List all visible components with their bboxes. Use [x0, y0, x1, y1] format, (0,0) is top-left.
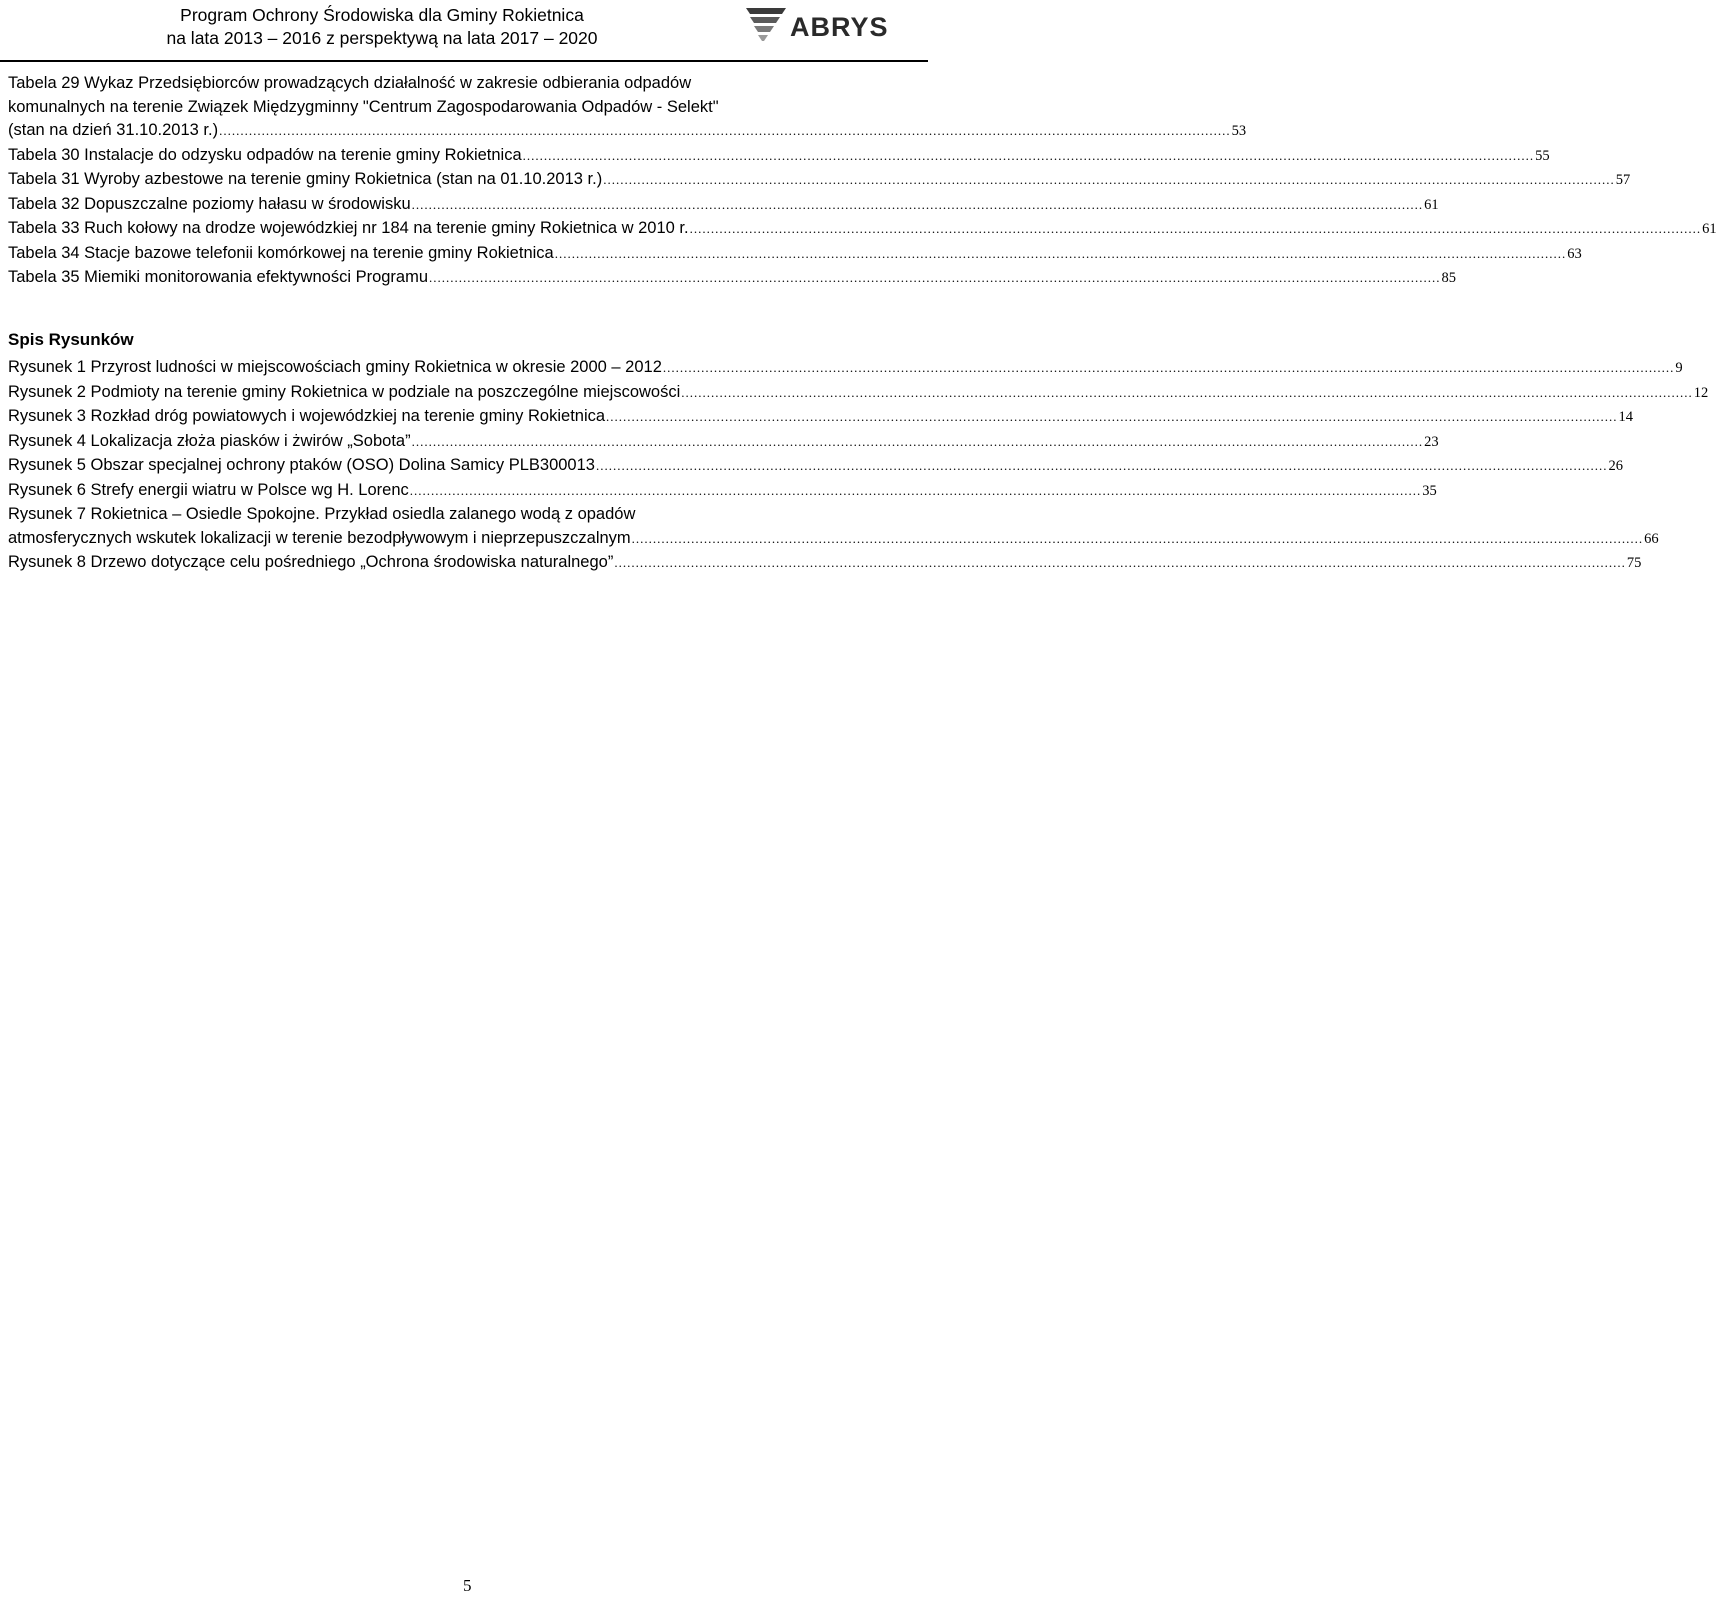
toc-page-number: 35 [1422, 482, 1437, 499]
toc-leader-dots: .............................................................................................................................................................................................................................................. [603, 172, 1615, 187]
toc-entry-label: Tabela 32 Dopuszczalne poziomy hałasu w środowisku [8, 194, 411, 213]
toc-entry-r7[interactable] [8, 527, 1659, 552]
toc-entry-label: Rysunek 3 Rozkład dróg powiatowych i wojewódzkiej na terenie gminy Rokietnica [8, 407, 606, 425]
header-title-line2: na lata 2013 – 2016 z perspektywą na lata 2017 – 2020 [166, 28, 598, 48]
toc-leader-dots: .............................................................................................................................................................................................................................................. [689, 221, 1702, 236]
abrys-logo-icon [742, 4, 790, 46]
toc-leader-dots: .............................................................................................................................................................................................................................................. [219, 123, 1231, 138]
toc-entry-label: Rysunek 4 Lokalizacja złoża piasków i żwirów „Sobota” [8, 431, 411, 450]
toc-leader-dots: .............................................................................................................................................................................................................................................. [662, 360, 1675, 375]
toc-leader-dots: .............................................................................................................................................................................................................................................. [554, 245, 1567, 261]
header-title [102, 4, 662, 50]
toc-entry-t31[interactable] [8, 168, 1631, 193]
toc-entry-t29-line1[interactable]: Tabela 29 Wykaz Przedsiębiorców prowadzących działalność w zakresie odbierania odpadów [8, 74, 692, 92]
toc-entry-r1[interactable] [8, 356, 1683, 381]
toc-page-number: 63 [1567, 245, 1582, 262]
toc-entry-label: Tabela 30 Instalacje do odzysku odpadów na terenie gminy Rokietnica [8, 145, 522, 164]
toc-entry-r4[interactable] [8, 430, 1439, 455]
toc-entry-t33[interactable] [8, 217, 1717, 242]
toc-entry-t32[interactable] [8, 193, 1439, 218]
toc-page-number: 61 [1702, 221, 1717, 237]
toc-entry-label: Tabela 34 Stacje bazowe telefonii komórkowej na terenie gminy Rokietnica [8, 243, 554, 262]
toc-entry-r7-line1[interactable]: Rysunek 7 Rokietnica – Osiedle Spokojne. Przykład osiedla zalanego wodą z opadów [8, 505, 636, 523]
toc-page-number: 55 [1535, 147, 1550, 164]
header-title-line1: Program Ochrony Środowiska dla Gminy Rokietnica [180, 5, 584, 25]
toc-leader-dots: .............................................................................................................................................................................................................................................. [614, 555, 1626, 570]
toc-page-number: 14 [1618, 409, 1634, 425]
toc-leader-dots: .............................................................................................................................................................................................................................................. [681, 384, 1693, 400]
toc-entry-r5[interactable] [8, 454, 1623, 479]
toc-entry-label: Tabela 31 Wyroby azbestowe na terenie gminy Rokietnica (stan na 01.10.2013 r.) [8, 170, 603, 188]
toc-page-number: 57 [1615, 172, 1631, 188]
toc-page-number: 61 [1424, 196, 1439, 213]
figures-list [8, 356, 1709, 576]
toc-page-number: 9 [1675, 360, 1683, 376]
tables-list [8, 72, 1717, 291]
toc-page-number: 53 [1231, 123, 1247, 139]
toc-page-number: 75 [1626, 555, 1642, 571]
toc-entry-label: Rysunek 2 Podmioty na terenie gminy Rokietnica w podziale na poszczególne miejscowości [8, 382, 681, 401]
toc-entry-r3[interactable] [8, 405, 1634, 430]
logo-text: ABRYS [790, 12, 889, 42]
toc-entry-r8[interactable] [8, 551, 1642, 576]
toc-page-number: 12 [1693, 384, 1709, 401]
figures-section-title: Spis Rysunków [8, 330, 134, 349]
header-rule [0, 60, 928, 62]
toc-page-number: 85 [1441, 270, 1457, 286]
toc-leader-dots: .............................................................................................................................................................................................................................................. [411, 433, 1424, 449]
toc-entry-label: Rysunek 1 Przyrost ludności w miejscowościach gminy Rokietnica w okresie 2000 – 2012 [8, 358, 662, 376]
toc-entry-label: Tabela 33 Ruch kołowy na drodze wojewódzkiej nr 184 na terenie gminy Rokietnica w 2010 r. [8, 219, 689, 237]
toc-entry-r2[interactable] [8, 381, 1709, 406]
toc-leader-dots: .............................................................................................................................................................................................................................................. [409, 482, 1422, 498]
toc-leader-dots: .............................................................................................................................................................................................................................................. [522, 147, 1535, 163]
toc-entry-label: Rysunek 5 Obszar specjalnej ochrony ptaków (OSO) Dolina Samicy PLB300013 [8, 456, 595, 474]
abrys-logo [742, 4, 922, 46]
toc-entry-t35[interactable] [8, 266, 1457, 291]
page-header [0, 0, 960, 62]
toc-entry-label: atmosferycznych wskutek lokalizacji w terenie bezodpływowym i nieprzepuszczalnym [8, 528, 631, 547]
toc-leader-dots: .............................................................................................................................................................................................................................................. [595, 458, 1608, 473]
toc-leader-dots: .............................................................................................................................................................................................................................................. [429, 270, 1441, 285]
page-number: 5 [463, 1576, 472, 1595]
toc-entry-t29-line2[interactable]: komunalnych na terenie Związek Międzygminny "Centrum Zagospodarowania Odpadów - Selekt" [8, 97, 719, 116]
toc-entry-label: (stan na dzień 31.10.2013 r.) [8, 121, 219, 139]
toc-entry-t30[interactable] [8, 144, 1550, 169]
toc-entry-label: Tabela 35 Miemiki monitorowania efektywności Programu [8, 268, 429, 286]
toc-entry-label: Rysunek 6 Strefy energii wiatru w Polsce wg H. Lorenc [8, 480, 409, 499]
toc-entry-t29[interactable] [8, 119, 1247, 144]
toc-leader-dots: .............................................................................................................................................................................................................................................. [606, 409, 1618, 424]
toc-page-number: 23 [1424, 433, 1439, 450]
toc-entry-r6[interactable] [8, 479, 1437, 504]
toc-page-number: 66 [1644, 530, 1659, 547]
toc-entry-label: Rysunek 8 Drzewo dotyczące celu pośredniego „Ochrona środowiska naturalnego” [8, 553, 614, 571]
toc-leader-dots: .............................................................................................................................................................................................................................................. [411, 196, 1424, 212]
toc-leader-dots: .............................................................................................................................................................................................................................................. [631, 530, 1644, 546]
toc-entry-t34[interactable] [8, 242, 1582, 267]
toc-page-number: 26 [1608, 458, 1623, 474]
